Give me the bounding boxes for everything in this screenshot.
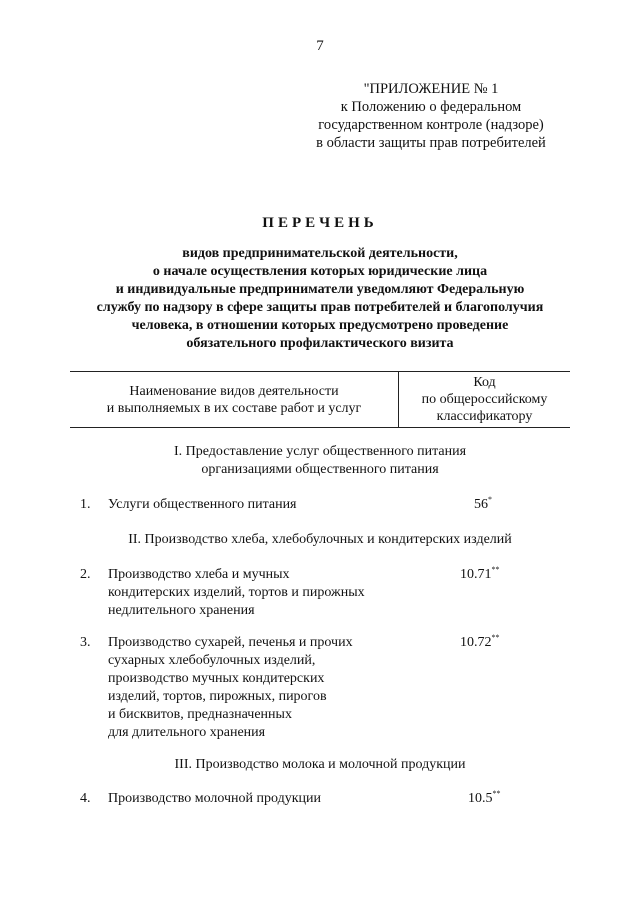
row-line: для длительного хранения [108,725,266,740]
subtitle-line: обязательного профилактического визита [186,336,454,351]
footnote-mark: ** [492,789,501,798]
appendix-line: в области защиты прав потребителей [316,135,546,151]
row-line: Производство хлеба и мучных [108,567,290,582]
row-activity [108,566,408,620]
section-heading [70,756,570,774]
appendix-line: "ПРИЛОЖЕНИЕ № 1 [363,81,499,97]
appendix-line: государственном контроле (надзоре) [318,117,544,133]
row-line: недлительного хранения [108,603,255,618]
header-code-column [399,372,570,427]
row-activity [108,496,408,514]
row-activity [108,790,408,808]
section-line: II. Производство хлеба, хлебобулочных и кондитерских изделий [128,532,512,547]
document-subtitle [60,245,580,353]
header-line: по общероссийскому [421,392,548,407]
row-line: Услуги общественного питания [108,497,297,512]
row-code [474,496,564,514]
row-line: Производство молочной продукции [108,791,322,806]
header-activity-column [70,372,399,427]
page-number: 7 [316,38,324,54]
row-code [460,566,550,584]
footnote-mark: ** [491,633,500,642]
row-line: и бисквитов, предназначенных [108,707,292,722]
row-line: сухарных хлебобулочных изделий, [108,653,316,668]
section-heading [70,443,570,479]
footnote-mark: * [488,495,492,504]
appendix-heading [300,80,562,152]
subtitle-line: видов предпринимательской деятельности, [182,246,458,261]
subtitle-line: человека, в отношении которых предусмотрено проведение [131,318,509,333]
row-line: кондитерских изделий, тортов и пирожных [108,585,365,600]
header-line: и выполняемых в их составе работ и услуг [106,400,362,416]
row-number: 4. [80,791,91,806]
row-code [468,790,558,808]
row-line: производство мучных кондитерских [108,671,325,686]
section-heading [70,531,570,549]
row-number: 2. [80,567,91,582]
code-value: 10.5 [468,791,493,806]
section-line: организациями общественного питания [201,462,439,477]
header-line: классификатору [436,409,533,424]
code-value: 10.71 [460,567,492,582]
section-line: III. Производство молока и молочной продукции [174,757,466,772]
document-title: ПЕРЕЧЕНЬ [262,215,378,231]
row-number: 1. [80,497,91,512]
row-number: 3. [80,635,91,650]
code-value: 56 [474,497,488,512]
row-code [460,634,550,652]
footnote-mark: ** [491,565,500,574]
subtitle-line: и индивидуальные предприниматели уведомляют Федеральную [115,282,525,297]
row-line: Производство сухарей, печенья и прочих [108,635,353,650]
subtitle-line: службу по надзору в сфере защиты прав потребителей и благополучия [96,300,544,315]
header-line: Код [473,375,496,390]
subtitle-line: о начале осуществления которых юридические лица [152,264,488,279]
row-line: изделий, тортов, пирожных, пирогов [108,689,327,704]
code-value: 10.72 [460,635,492,650]
appendix-line: к Положению о федеральном [340,99,522,115]
header-line: Наименование видов деятельности [129,383,339,399]
table-header [70,371,570,428]
row-activity [108,634,408,742]
section-line: I. Предоставление услуг общественного питания [173,444,467,459]
